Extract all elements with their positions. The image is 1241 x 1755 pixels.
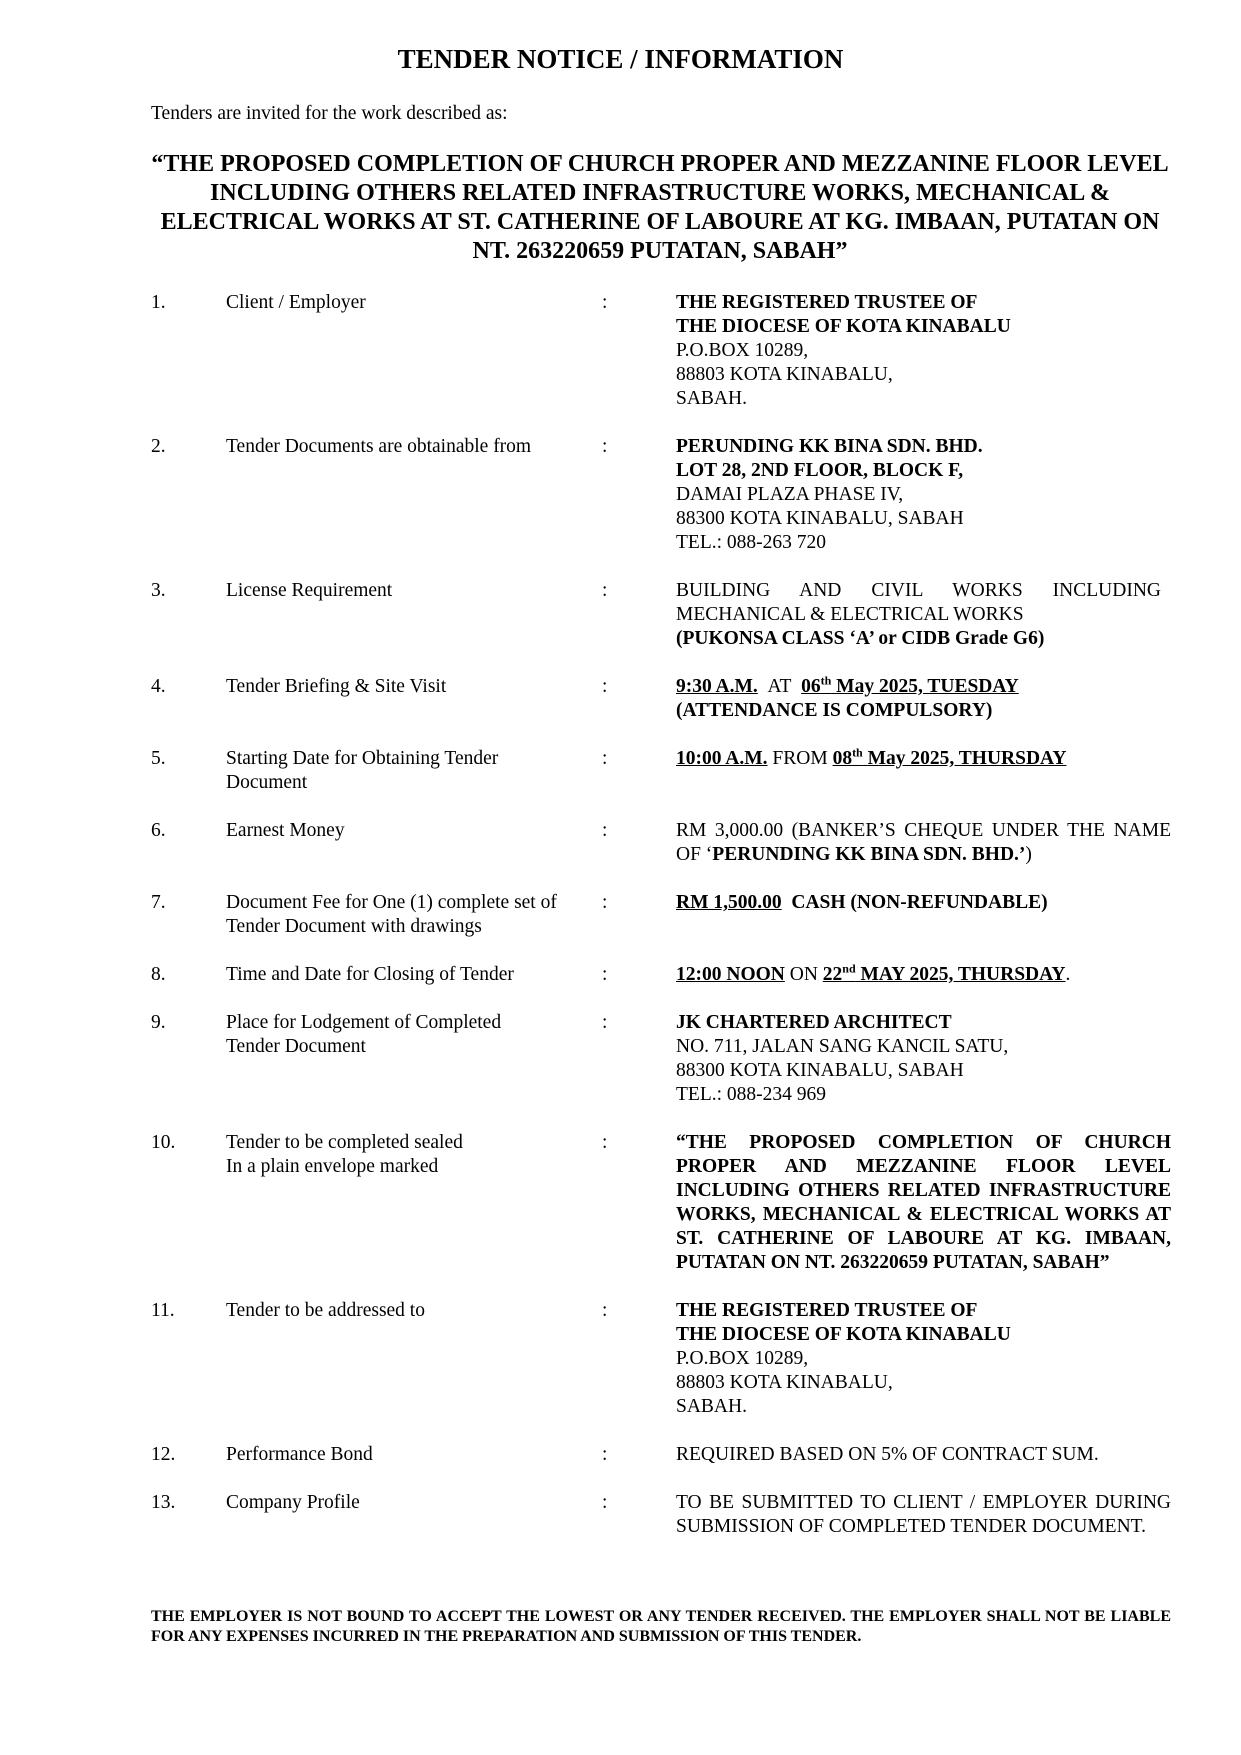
item-number: 13. (151, 1492, 176, 1513)
value-line: 88300 KOTA KINABALU, SABAH (676, 508, 964, 529)
value-line: SABAH. (676, 1396, 747, 1417)
value-line: TEL.: 088-234 969 (676, 1084, 827, 1105)
value-line: THE DIOCESE OF KOTA KINABALU (676, 1324, 1011, 1345)
item-number: 5. (151, 748, 166, 769)
item-label: License Requirement (226, 580, 393, 601)
earnest-text-end: ) (1025, 844, 1032, 865)
connector: FROM (772, 748, 828, 769)
date-rest: MAY 2025, THURSDAY (860, 964, 1066, 985)
item-documents-source (151, 435, 1171, 555)
item-number: 12. (151, 1444, 176, 1465)
connector: AT (767, 676, 792, 697)
value-text: BUILDING AND CIVIL WORKS INCLUDING MECHANICAL & ELECTRICAL WORKS (676, 580, 1161, 625)
date-rest: May 2025, TUESDAY (836, 676, 1019, 697)
value-line: NO. 711, JALAN SANG KANCIL SATU, (676, 1036, 1009, 1057)
date-rest: May 2025, THURSDAY (867, 748, 1067, 769)
item-colon: : (602, 1012, 608, 1033)
label-line: Tender to be completed sealed (226, 1132, 463, 1153)
item-number: 1. (151, 292, 166, 313)
item-label (226, 1131, 566, 1179)
item-colon: : (602, 1492, 608, 1513)
item-number: 3. (151, 580, 166, 601)
item-label: Document Fee for One (1) complete set of Tender Document with drawings (226, 892, 557, 937)
item-value (676, 435, 1171, 555)
item-label: Time and Date for Closing of Tender (226, 964, 514, 985)
item-colon: : (602, 1132, 608, 1153)
envelope-marking: “THE PROPOSED COMPLETION OF CHURCH PROPER AND MEZZANINE FLOOR LEVEL INCLUDING OTHERS RELATED INFRASTRUCTURE WORKS, MECHANICAL & ELECTRICAL WORKS AT ST. CATHERINE OF LABOURE AT KG. IMBAAN, PUTATAN ON NT. 263220659 PUTATAN, SABAH” (676, 1132, 1171, 1273)
value-line: 88803 KOTA KINABALU, (676, 1372, 893, 1393)
item-briefing (151, 675, 1171, 723)
item-performance-bond (151, 1443, 1171, 1467)
item-number: 9. (151, 1012, 166, 1033)
value-line: JK CHARTERED ARCHITECT (676, 1012, 952, 1033)
item-lodgement (151, 1011, 1171, 1107)
value-line: 88300 KOTA KINABALU, SABAH (676, 1060, 964, 1081)
item-colon: : (602, 820, 608, 841)
closing-date (822, 961, 1066, 985)
tender-items-list (151, 291, 1171, 1539)
item-label: Place for Lodgement of Completed Tender Document (226, 1012, 502, 1057)
item-colon: : (602, 892, 608, 913)
item-envelope (151, 1131, 1171, 1275)
label-line: In a plain envelope marked (226, 1156, 439, 1177)
briefing-time: 9:30 A.M. (676, 676, 758, 697)
item-colon: : (602, 964, 608, 985)
value-line: SABAH. (676, 388, 747, 409)
fee-note: CASH (NON-REFUNDABLE) (791, 892, 1048, 913)
value-line: THE DIOCESE OF KOTA KINABALU (676, 316, 1011, 337)
fee-amount: RM 1,500.00 (676, 892, 782, 913)
item-colon: : (602, 1300, 608, 1321)
value-line: 88803 KOTA KINABALU, (676, 364, 893, 385)
start-date (832, 745, 1067, 769)
closing-time: 12:00 NOON (676, 964, 785, 985)
value-line: P.O.BOX 10289, (676, 340, 809, 361)
date-suffix: th (852, 745, 863, 760)
item-label: Earnest Money (226, 820, 345, 841)
earnest-text: RM 3,000.00 (BANKER’S CHEQUE UNDER THE NAME OF ‘ (676, 820, 1171, 865)
item-company-profile (151, 1491, 1171, 1539)
item-value (676, 291, 1171, 411)
value-line: THE REGISTERED TRUSTEE OF (676, 292, 978, 313)
date-day: 06 (801, 676, 821, 697)
item-number: 11. (151, 1300, 175, 1321)
item-number: 7. (151, 892, 166, 913)
item-label: Tender to be addressed to (226, 1300, 425, 1321)
date-day: 08 (832, 748, 853, 769)
item-label: Company Profile (226, 1492, 360, 1513)
item-value (676, 675, 1171, 723)
item-client (151, 291, 1171, 411)
item-number: 6. (151, 820, 166, 841)
item-value (676, 819, 1171, 867)
item-value (676, 747, 1171, 795)
item-closing (151, 963, 1171, 987)
item-label: Client / Employer (226, 292, 366, 313)
item-value (676, 1011, 1171, 1107)
item-addressed-to (151, 1299, 1171, 1419)
item-number: 2. (151, 436, 166, 457)
item-colon: : (602, 748, 608, 769)
item-number: 8. (151, 964, 166, 985)
item-value: TO BE SUBMITTED TO CLIENT / EMPLOYER DURING SUBMISSION OF COMPLETED TENDER DOCUMENT. (676, 1492, 1171, 1537)
item-document-fee (151, 891, 1171, 939)
value-bold-line: (PUKONSA CLASS ‘A’ or CIDB Grade G6) (676, 628, 1045, 649)
briefing-date (801, 673, 1019, 697)
item-colon: : (602, 436, 608, 457)
item-number: 10. (151, 1132, 176, 1153)
value-line: THE REGISTERED TRUSTEE OF (676, 1300, 978, 1321)
item-value (676, 891, 1171, 939)
item-value (676, 579, 1161, 651)
item-value (676, 963, 1171, 987)
item-number: 4. (151, 676, 166, 697)
value-line: LOT 28, 2ND FLOOR, BLOCK F, (676, 460, 964, 481)
item-colon: : (602, 676, 608, 697)
closing-period: . (1065, 964, 1071, 985)
item-colon: : (602, 1444, 608, 1465)
date-suffix: nd (842, 961, 856, 976)
item-earnest-money (151, 819, 1171, 867)
date-day: 22 (822, 964, 843, 985)
value-line: PERUNDING KK BINA SDN. BHD. (676, 436, 983, 457)
value-bold-line: (ATTENDANCE IS COMPULSORY) (676, 700, 993, 721)
item-label: Starting Date for Obtaining Tender Document (226, 748, 499, 793)
item-label: Tender Documents are obtainable from (226, 436, 532, 457)
connector: ON (789, 964, 818, 985)
item-label: Performance Bond (226, 1444, 373, 1465)
value-line: DAMAI PLAZA PHASE IV, (676, 484, 904, 505)
intro-text: Tenders are invited for the work described as: (151, 103, 508, 124)
page-title: TENDER NOTICE / INFORMATION (397, 44, 844, 74)
start-time: 10:00 A.M. (676, 748, 768, 769)
disclaimer: THE EMPLOYER IS NOT BOUND TO ACCEPT THE LOWEST OR ANY TENDER RECEIVED. THE EMPLOYER SHALL NOT BE LIABLE FOR ANY EXPENSES INCURRED IN THE PREPARATION AND SUBMISSION OF THIS TENDER. (151, 1608, 1171, 1645)
value-line: P.O.BOX 10289, (676, 1348, 809, 1369)
value-line: TEL.: 088-263 720 (676, 532, 827, 553)
item-value: REQUIRED BASED ON 5% OF CONTRACT SUM. (676, 1444, 1099, 1465)
item-value (676, 1299, 1171, 1419)
date-suffix: th (820, 673, 832, 688)
item-colon: : (602, 580, 608, 601)
item-label: Tender Briefing & Site Visit (226, 676, 447, 697)
earnest-payee: PERUNDING KK BINA SDN. BHD.’ (712, 844, 1026, 865)
item-colon: : (602, 292, 608, 313)
work-title: “THE PROPOSED COMPLETION OF CHURCH PROPER AND MEZZANINE FLOOR LEVEL INCLUDING OTHERS RELATED INFRASTRUCTURE WORKS, MECHANICAL & ELECTRICAL WORKS AT ST. CATHERINE OF LABOURE AT KG. IMBAAN, PUTATAN ON NT. 263220659 PUTATAN, SABAH” (151, 151, 1169, 264)
item-license (151, 579, 1171, 651)
item-starting-date (151, 747, 1171, 795)
